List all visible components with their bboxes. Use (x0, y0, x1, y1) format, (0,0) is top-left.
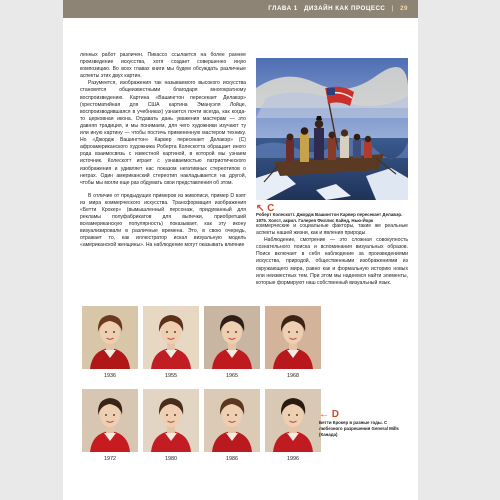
portrait (82, 389, 138, 452)
portrait (143, 389, 199, 452)
portrait-year: 1955 (165, 373, 177, 379)
painting-image (256, 58, 408, 200)
portrait-image (265, 306, 321, 369)
page-number: 29 (400, 5, 408, 12)
page-header (63, 0, 418, 18)
portrait-image (143, 389, 199, 452)
portrait-image (265, 389, 321, 452)
chapter-label: ГЛАВА 1 (268, 5, 298, 12)
portrait (204, 306, 260, 369)
chapter-title: ДИЗАЙН КАК ПРОЦЕСС (303, 5, 386, 12)
portrait (204, 389, 260, 452)
portrait-image (82, 389, 138, 452)
running-head (268, 5, 408, 12)
portrait-year: 1986 (226, 456, 238, 462)
portrait (143, 306, 199, 369)
paragraph: В отличие от предыдущих примеров из живописи, пример D взят из мира коммерческого искусства. Трансформация изображения «Бетти Крокер» (вымышленный персонаж, придуманный для рекламы полуфабрикатов для выпечки, приобретший всеамериканскую популярность) показывает, как эту икону визуализировали в различные времена. Это, в свою очередь, отражает то, как иллюстратор искал визуальную модель «американской женщины». На наблюдение могут оказывать влияние (80, 192, 246, 249)
portrait-year: 1996 (287, 456, 299, 462)
figure-d-label (319, 410, 339, 420)
portrait (265, 389, 321, 452)
portrait-image (204, 389, 260, 452)
left-text-column (80, 52, 246, 250)
arrow-up-left-icon: ↖ (256, 203, 265, 214)
painting-figure-c (256, 58, 408, 200)
portrait (82, 306, 138, 369)
figure-d-caption: Бетти Крокер в разные годы. С любезного разрешения General Mills (Канада) (319, 420, 399, 437)
portrait-year: 1980 (165, 456, 177, 462)
portrait-image (204, 306, 260, 369)
portrait-year: 1965 (226, 373, 238, 379)
portrait-image (82, 306, 138, 369)
paragraph: коммерческие и социальные факторы, такие же реальные аспекты нашей жизни, как и явления природы. (256, 223, 408, 237)
right-text-column (256, 223, 408, 287)
portrait-year: 1972 (104, 456, 116, 462)
portrait-year: 1968 (287, 373, 299, 379)
portrait (265, 306, 321, 369)
paragraph: ленных работ различен. Пикассо ссылается на более раннее произведение искусства, хотя создает совершенно иную композицию. Во всех главах книги мы будем обсуждать различные аспекты этих двух картин. (80, 52, 246, 80)
portrait-year: 1936 (104, 373, 116, 379)
paragraph: Разумеется, изображения так называемого высокого искусства становятся общеизвестными благодаря многократному воспроизведению. Картина «Вашингтон пересекает Делавэр» (хрестоматийная для США картина Эмануэля Лойце, воспроизводившаяся в учебниках) узнается почти всегда, как когда-то церковная икона. Отдавать дань уважения мастерам — это давняя традиция, и мы понимаем, для чего художники изучают ту или иную картину — чтобы постичь примененную мастером технику. Но «Джордж Вашингтон» Карвер пересекает Делавэр» (С) афроамериканского художника Роберта Колескотта обрaщает иного рода взаимосвязь с известной картиной, в которой мы узнаем источник. Колескотт играет с узнаваемостью патриотического изображения и удивляет нас показом негативных стереотипов о неграх. Один американский стереотип накладывается на другой, чтобы мы могли еще раз обдумать свои представления об этом. (80, 80, 246, 186)
book-page (63, 0, 418, 500)
figure-c-caption: Роберт Колескотт. Джордж Вашингтон Карвер пересекает Делавэр. 1975. Холст, акрил. Галерея Филлис Кайнд, Нью-Йорк (256, 212, 403, 223)
paragraph: Наблюдение, смотрение — это сложная совокупность сознательного поиска и вспоминания визуальных образов. Поиск включает в себя наблюдение за произведениями искусства, природой, общественными изображениями из окружающего мира, равно как и формальную историю новых или неизвестных тем. При этом мы надеемся найти элементы, которые формируют наш собственный визуальный язык. (256, 237, 408, 286)
portrait-image (143, 306, 199, 369)
figure-label-letter: D (331, 409, 340, 420)
arrow-left-icon: ← (319, 409, 329, 420)
figure-label-letter: C (267, 203, 275, 214)
header-separator: | (391, 5, 394, 12)
